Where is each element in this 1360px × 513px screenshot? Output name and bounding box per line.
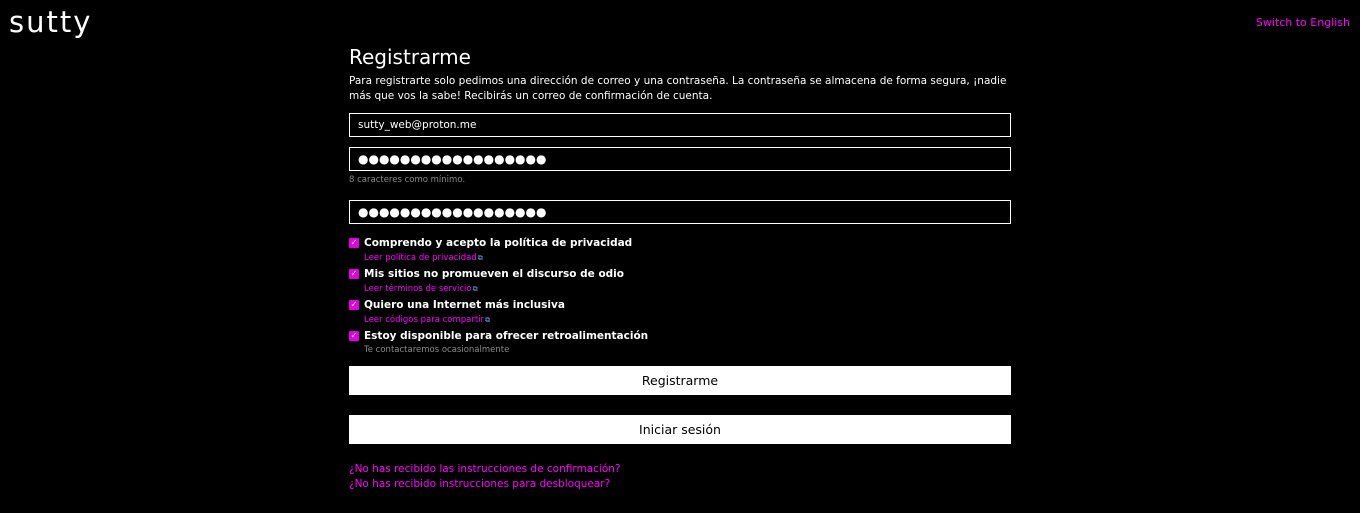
password-confirm-field[interactable]: [349, 200, 1011, 224]
checkbox-inclusive[interactable]: [349, 300, 359, 310]
checkbox-inclusive-row[interactable]: [349, 297, 1011, 312]
external-link-icon: ⧉: [485, 316, 491, 324]
sharing-codes-link[interactable]: [364, 312, 1011, 328]
password-value: ●●●●●●●●●●●●●●●●●●: [358, 152, 547, 166]
checkbox-feedback-row[interactable]: [349, 328, 1011, 343]
check-icon: ✓: [350, 299, 358, 309]
checkbox-feedback-label[interactable]: Estoy disponible para ofrecer retroalimentación: [364, 329, 649, 342]
checkbox-privacy-row[interactable]: [349, 235, 1011, 250]
feedback-hint: Te contactaremos ocasionalmente: [364, 345, 510, 355]
register-button[interactable]: Registrarme: [349, 366, 1011, 395]
check-icon: ✓: [350, 330, 358, 340]
checkbox-feedback[interactable]: [349, 331, 359, 341]
checkbox-privacy-label[interactable]: Comprendo y acepto la política de privacidad: [364, 236, 633, 249]
terms-of-service-link-text[interactable]: Leer términos de servicio: [364, 284, 472, 294]
password-confirm-value: ●●●●●●●●●●●●●●●●●●: [358, 205, 547, 219]
check-icon: ✓: [350, 268, 358, 278]
register-form: [349, 44, 1011, 492]
privacy-policy-link-text[interactable]: Leer política de privacidad: [364, 253, 477, 263]
password-field[interactable]: [349, 147, 1011, 171]
switch-language-link[interactable]: Switch to English: [1255, 16, 1350, 29]
login-button[interactable]: Iniciar sesión: [349, 415, 1011, 444]
sharing-codes-link-text[interactable]: Leer códigos para compartir: [364, 315, 485, 325]
external-link-icon: ⧉: [472, 285, 478, 293]
check-icon: ✓: [350, 237, 358, 247]
checkbox-inclusive-label[interactable]: Quiero una Internet más inclusiva: [364, 298, 565, 311]
privacy-policy-link[interactable]: [364, 250, 1011, 266]
email-field[interactable]: [349, 113, 1011, 137]
page-title: Registrarme: [349, 45, 471, 69]
email-value: sutty_web@proton.me: [358, 119, 477, 131]
intro-text: Para registrarte solo pedimos una dirección de correo y una contraseña. La contraseña se almacena de forma segura, ¡nadie más que vos la sabe! Recibirás un correo de confirmación de cuenta.: [349, 75, 1007, 102]
checkbox-privacy[interactable]: [349, 238, 359, 248]
external-link-icon: ⧉: [477, 254, 483, 262]
checkbox-hate-speech-label[interactable]: Mis sitios no promueven el discurso de odio: [364, 267, 624, 280]
terms-of-service-link[interactable]: [364, 281, 1011, 297]
sutty-logo[interactable]: sutty: [9, 5, 93, 39]
checkbox-list: [349, 235, 1011, 357]
checkbox-hate-speech[interactable]: [349, 269, 359, 279]
unlock-instructions-link[interactable]: ¿No has recibido instrucciones para desbloquear?: [349, 478, 611, 490]
password-hint: 8 caracteres como mínimo.: [349, 175, 466, 185]
confirmation-instructions-link[interactable]: ¿No has recibido las instrucciones de confirmación?: [349, 463, 621, 475]
help-links: [349, 462, 1011, 492]
checkbox-hate-speech-row[interactable]: [349, 266, 1011, 281]
